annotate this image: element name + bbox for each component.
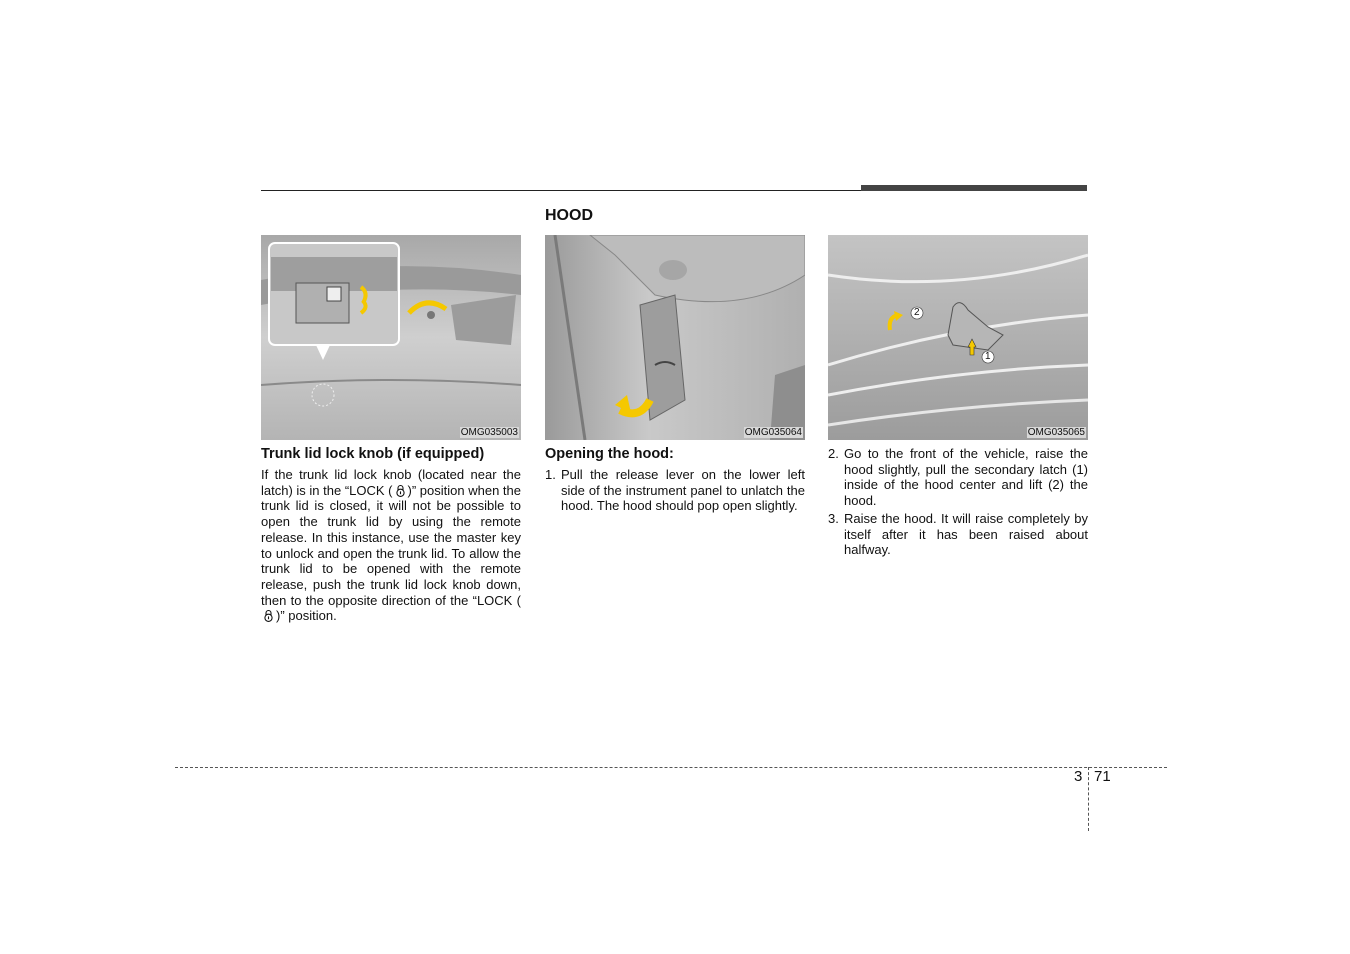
- figure-hood-secondary-latch: [828, 235, 1088, 440]
- step-number: 1.: [545, 467, 556, 482]
- footer-rule: [175, 767, 1167, 768]
- paragraph-text: )” position when the trunk lid is closed, it will not be possible to open the trunk lid by using the remote release. In this instance, use the master key to unlock and open the trunk lid. To allow the trunk lid to be opened with the remote release, push the trunk lid lock knob down, then to the opposite direction of the “LOCK (: [261, 482, 521, 608]
- padlock-icon: [395, 484, 406, 497]
- callout-label-1: 1: [985, 351, 991, 362]
- header-accent-bar: [861, 185, 1087, 191]
- hood-secondary-latch-illustration: [828, 235, 1088, 440]
- padlock-icon: [263, 609, 274, 622]
- trunk-lid-lock-knob-illustration: [261, 235, 521, 440]
- step-item: [545, 467, 805, 514]
- hood-release-lever-illustration: [545, 235, 805, 440]
- step-text: Raise the hood. It will raise completely by itself after it has been raised about halfway.: [844, 511, 1088, 558]
- figure-hood-release-lever: [545, 235, 805, 440]
- paragraph-text: If the trunk lid lock knob (located near the latch) is in the “LOCK (: [261, 467, 521, 498]
- step-text: Pull the release lever on the lower left side of the instrument panel to unlatch the hood. The hood should pop open slightly.: [561, 467, 805, 514]
- callout-label-2: 2: [914, 307, 920, 318]
- page-number: 71: [1094, 768, 1111, 785]
- left-heading: Trunk lid lock knob (if equipped): [261, 446, 485, 462]
- figure-code: OMG035003: [460, 427, 518, 438]
- figure-trunk-lock-knob: [261, 235, 521, 440]
- step-item: [828, 446, 1088, 509]
- figure-code: OMG035064: [744, 427, 802, 438]
- step-number: 3.: [828, 511, 839, 526]
- section-title: HOOD: [545, 207, 593, 224]
- chapter-number: 3: [1074, 768, 1083, 785]
- step-number: 2.: [828, 446, 839, 461]
- paragraph-text: )” position.: [276, 608, 337, 624]
- figure-code: OMG035065: [1027, 427, 1085, 438]
- step-text: Go to the front of the vehicle, raise the hood slightly, pull the secondary latch (1) inside of the hood center and lift (2) the hood.: [844, 446, 1088, 509]
- step-item: [828, 511, 1088, 558]
- middle-heading: Opening the hood:: [545, 446, 674, 462]
- trunk-lock-paragraph: [261, 467, 521, 624]
- footer-divider: [1088, 767, 1089, 831]
